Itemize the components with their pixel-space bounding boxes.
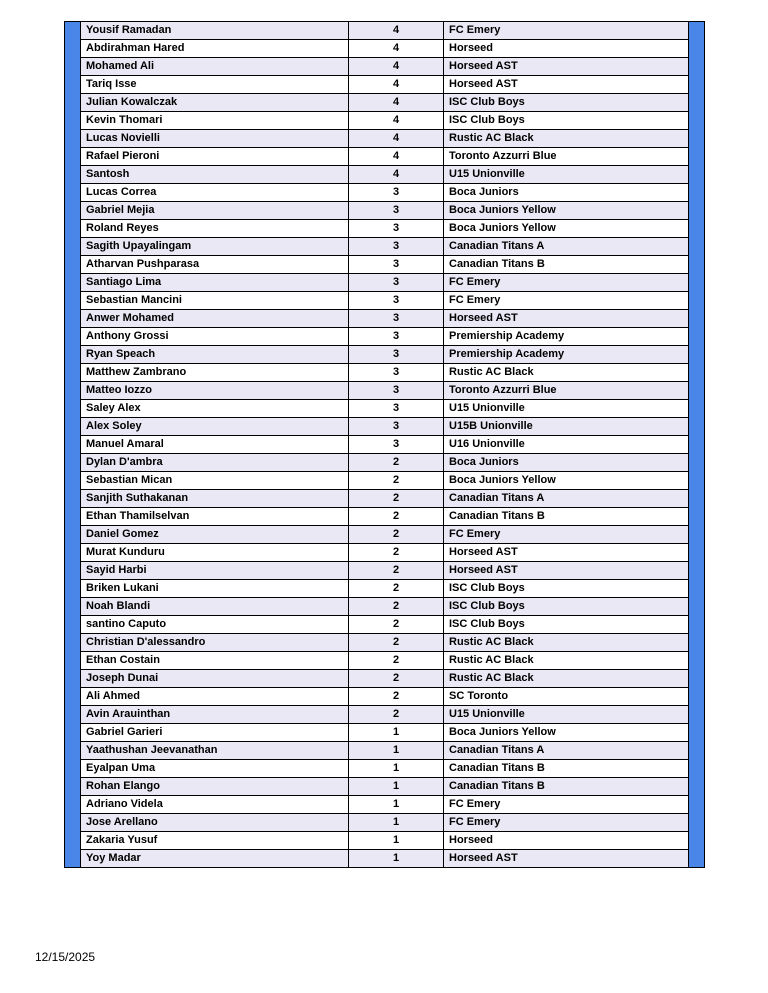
team-cell: Canadian Titans A (444, 742, 689, 760)
scorers-table (80, 21, 689, 868)
table-row (81, 238, 689, 256)
player-name-cell: Abdirahman Hared (81, 40, 349, 58)
player-name-cell: Murat Kunduru (81, 544, 349, 562)
table-row (81, 688, 689, 706)
player-name-cell: Joseph Dunai (81, 670, 349, 688)
player-name-cell: Yousif Ramadan (81, 22, 349, 40)
goals-cell: 4 (349, 130, 444, 148)
goals-cell: 2 (349, 490, 444, 508)
player-name-cell: Sebastian Mancini (81, 292, 349, 310)
goals-cell: 2 (349, 508, 444, 526)
scorers-table-region (64, 21, 705, 868)
player-name-cell: Dylan D'ambra (81, 454, 349, 472)
table-row (81, 508, 689, 526)
goals-cell: 1 (349, 814, 444, 832)
table-row (81, 670, 689, 688)
goals-cell: 1 (349, 796, 444, 814)
team-cell: Horseed AST (444, 76, 689, 94)
goals-cell: 3 (349, 256, 444, 274)
player-name-cell: Avin Arauinthan (81, 706, 349, 724)
player-name-cell: Gabriel Garieri (81, 724, 349, 742)
goals-cell: 3 (349, 400, 444, 418)
goals-cell: 2 (349, 706, 444, 724)
goals-cell: 1 (349, 742, 444, 760)
table-row (81, 616, 689, 634)
team-cell: Horseed AST (444, 850, 689, 868)
player-name-cell: Yoy Madar (81, 850, 349, 868)
team-cell: Canadian Titans A (444, 238, 689, 256)
table-row (81, 400, 689, 418)
team-cell: FC Emery (444, 796, 689, 814)
team-cell: Boca Juniors Yellow (444, 220, 689, 238)
team-cell: Horseed AST (444, 562, 689, 580)
player-name-cell: Matthew Zambrano (81, 364, 349, 382)
goals-cell: 1 (349, 778, 444, 796)
player-name-cell: Mohamed Ali (81, 58, 349, 76)
player-name-cell: Rohan Elango (81, 778, 349, 796)
goals-cell: 2 (349, 652, 444, 670)
player-name-cell: Eyalpan Uma (81, 760, 349, 778)
table-row (81, 328, 689, 346)
table-row (81, 76, 689, 94)
goals-cell: 4 (349, 58, 444, 76)
goals-cell: 2 (349, 634, 444, 652)
team-cell: Boca Juniors (444, 454, 689, 472)
table-row (81, 760, 689, 778)
table-row (81, 634, 689, 652)
table-row (81, 832, 689, 850)
table-row (81, 256, 689, 274)
table-row (81, 850, 689, 868)
table-row (81, 112, 689, 130)
table-row (81, 742, 689, 760)
table-row (81, 58, 689, 76)
team-cell: Rustic AC Black (444, 130, 689, 148)
team-cell: FC Emery (444, 526, 689, 544)
goals-cell: 4 (349, 148, 444, 166)
team-cell: Boca Juniors Yellow (444, 202, 689, 220)
goals-cell: 3 (349, 418, 444, 436)
player-name-cell: Rafael Pieroni (81, 148, 349, 166)
print-footer-date: 12/15/2025 (35, 950, 96, 964)
team-cell: Boca Juniors (444, 184, 689, 202)
player-name-cell: Saley Alex (81, 400, 349, 418)
table-row (81, 598, 689, 616)
player-name-cell: Julian Kowalczak (81, 94, 349, 112)
goals-cell: 1 (349, 724, 444, 742)
player-name-cell: Matteo Iozzo (81, 382, 349, 400)
team-cell: Canadian Titans B (444, 760, 689, 778)
goals-cell: 3 (349, 436, 444, 454)
table-row (81, 724, 689, 742)
player-name-cell: Ethan Costain (81, 652, 349, 670)
table-row (81, 220, 689, 238)
table-row (81, 472, 689, 490)
goals-cell: 3 (349, 220, 444, 238)
table-row (81, 418, 689, 436)
team-cell: Canadian Titans A (444, 490, 689, 508)
player-name-cell: Santosh (81, 166, 349, 184)
team-cell: Premiership Academy (444, 346, 689, 364)
table-row (81, 652, 689, 670)
table-row (81, 382, 689, 400)
team-cell: Canadian Titans B (444, 508, 689, 526)
player-name-cell: Lucas Correa (81, 184, 349, 202)
player-name-cell: Anthony Grossi (81, 328, 349, 346)
goals-cell: 3 (349, 382, 444, 400)
goals-cell: 4 (349, 94, 444, 112)
right-blue-strip (689, 21, 705, 868)
table-row (81, 364, 689, 382)
team-cell: FC Emery (444, 274, 689, 292)
team-cell: Canadian Titans B (444, 778, 689, 796)
team-cell: Rustic AC Black (444, 364, 689, 382)
scorers-table-body (81, 22, 689, 868)
team-cell: Toronto Azzurri Blue (444, 148, 689, 166)
player-name-cell: Briken Lukani (81, 580, 349, 598)
player-name-cell: Sagith Upayalingam (81, 238, 349, 256)
goals-cell: 1 (349, 832, 444, 850)
player-name-cell: Zakaria Yusuf (81, 832, 349, 850)
table-row (81, 436, 689, 454)
team-cell: Rustic AC Black (444, 652, 689, 670)
goals-cell: 2 (349, 670, 444, 688)
table-row (81, 310, 689, 328)
team-cell: U15 Unionville (444, 400, 689, 418)
goals-cell: 2 (349, 472, 444, 490)
team-cell: Horseed AST (444, 544, 689, 562)
table-row (81, 544, 689, 562)
goals-cell: 2 (349, 562, 444, 580)
goals-cell: 3 (349, 292, 444, 310)
team-cell: ISC Club Boys (444, 580, 689, 598)
team-cell: Rustic AC Black (444, 634, 689, 652)
table-row (81, 130, 689, 148)
player-name-cell: Adriano Videla (81, 796, 349, 814)
team-cell: SC Toronto (444, 688, 689, 706)
goals-cell: 1 (349, 760, 444, 778)
table-row (81, 274, 689, 292)
goals-cell: 4 (349, 166, 444, 184)
player-name-cell: Christian D'alessandro (81, 634, 349, 652)
goals-cell: 3 (349, 310, 444, 328)
left-blue-strip (64, 21, 80, 868)
player-name-cell: Roland Reyes (81, 220, 349, 238)
team-cell: U15 Unionville (444, 166, 689, 184)
team-cell: Horseed (444, 832, 689, 850)
player-name-cell: Noah Blandi (81, 598, 349, 616)
player-name-cell: Tariq Isse (81, 76, 349, 94)
player-name-cell: Sebastian Mican (81, 472, 349, 490)
table-row (81, 526, 689, 544)
goals-cell: 3 (349, 328, 444, 346)
table-row (81, 490, 689, 508)
goals-cell: 3 (349, 238, 444, 256)
team-cell: Horseed AST (444, 58, 689, 76)
player-name-cell: Sanjith Suthakanan (81, 490, 349, 508)
player-name-cell: Yaathushan Jeevanathan (81, 742, 349, 760)
goals-cell: 1 (349, 850, 444, 868)
goals-cell: 3 (349, 274, 444, 292)
team-cell: ISC Club Boys (444, 94, 689, 112)
player-name-cell: Ryan Speach (81, 346, 349, 364)
player-name-cell: Ali Ahmed (81, 688, 349, 706)
table-row (81, 292, 689, 310)
player-name-cell: Sayid Harbi (81, 562, 349, 580)
goals-cell: 2 (349, 688, 444, 706)
team-cell: ISC Club Boys (444, 616, 689, 634)
team-cell: ISC Club Boys (444, 598, 689, 616)
team-cell: Premiership Academy (444, 328, 689, 346)
goals-cell: 4 (349, 22, 444, 40)
goals-cell: 2 (349, 544, 444, 562)
goals-cell: 2 (349, 616, 444, 634)
player-name-cell: Alex Soley (81, 418, 349, 436)
goals-cell: 2 (349, 598, 444, 616)
table-row (81, 202, 689, 220)
table-row (81, 184, 689, 202)
player-name-cell: Jose Arellano (81, 814, 349, 832)
goals-cell: 2 (349, 526, 444, 544)
player-name-cell: Santiago Lima (81, 274, 349, 292)
player-name-cell: Atharvan Pushparasa (81, 256, 349, 274)
team-cell: U15 Unionville (444, 706, 689, 724)
player-name-cell: santino Caputo (81, 616, 349, 634)
team-cell: Boca Juniors Yellow (444, 472, 689, 490)
goals-cell: 3 (349, 202, 444, 220)
table-row (81, 166, 689, 184)
team-cell: FC Emery (444, 22, 689, 40)
player-name-cell: Lucas Novielli (81, 130, 349, 148)
table-row (81, 346, 689, 364)
team-cell: Rustic AC Black (444, 670, 689, 688)
player-name-cell: Daniel Gomez (81, 526, 349, 544)
team-cell: FC Emery (444, 814, 689, 832)
player-name-cell: Anwer Mohamed (81, 310, 349, 328)
goals-cell: 3 (349, 346, 444, 364)
table-row (81, 94, 689, 112)
team-cell: Canadian Titans B (444, 256, 689, 274)
table-row (81, 148, 689, 166)
player-name-cell: Kevin Thomari (81, 112, 349, 130)
player-name-cell: Gabriel Mejia (81, 202, 349, 220)
team-cell: Horseed AST (444, 310, 689, 328)
team-cell: FC Emery (444, 292, 689, 310)
table-row (81, 22, 689, 40)
goals-cell: 3 (349, 184, 444, 202)
team-cell: Horseed (444, 40, 689, 58)
table-row (81, 40, 689, 58)
goals-cell: 3 (349, 364, 444, 382)
team-cell: U15B Unionville (444, 418, 689, 436)
team-cell: U16 Unionville (444, 436, 689, 454)
table-row (81, 814, 689, 832)
table-row (81, 778, 689, 796)
table-row (81, 580, 689, 598)
table-row (81, 706, 689, 724)
team-cell: ISC Club Boys (444, 112, 689, 130)
team-cell: Boca Juniors Yellow (444, 724, 689, 742)
table-row (81, 562, 689, 580)
player-name-cell: Ethan Thamilselvan (81, 508, 349, 526)
goals-cell: 2 (349, 454, 444, 472)
goals-cell: 4 (349, 112, 444, 130)
table-row (81, 454, 689, 472)
team-cell: Toronto Azzurri Blue (444, 382, 689, 400)
table-row (81, 796, 689, 814)
goals-cell: 4 (349, 40, 444, 58)
goals-cell: 4 (349, 76, 444, 94)
player-name-cell: Manuel Amaral (81, 436, 349, 454)
goals-cell: 2 (349, 580, 444, 598)
